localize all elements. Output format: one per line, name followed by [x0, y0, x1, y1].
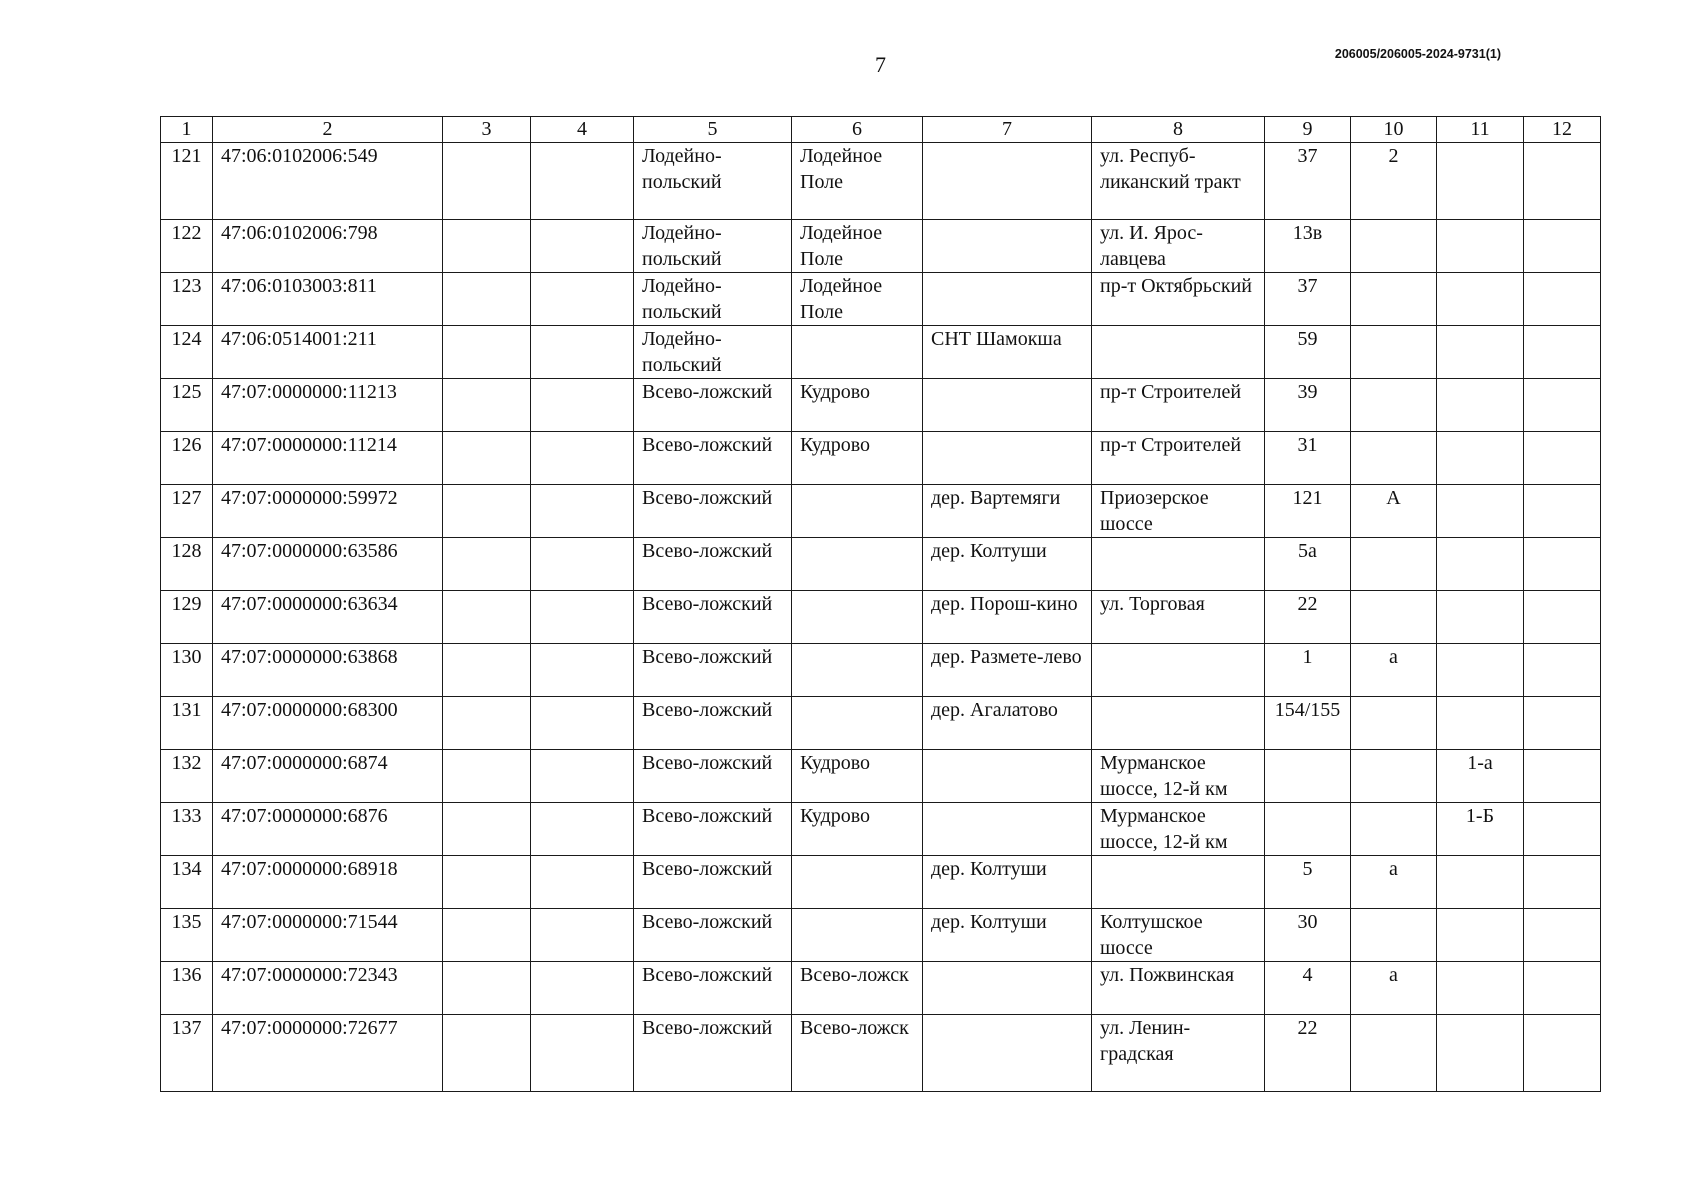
city-cell	[792, 485, 923, 538]
row-number-cell: 127	[161, 485, 213, 538]
column-header-10: 10	[1351, 117, 1437, 143]
street-cell: Мурманское шоссе, 12-й км	[1092, 750, 1265, 803]
table-row	[161, 697, 1601, 750]
house-number-cell	[1265, 750, 1351, 803]
row-number-cell: 130	[161, 644, 213, 697]
district-cell: Лодейно-польский	[634, 326, 792, 379]
cadastral-number-cell: 47:07:0000000:6876	[213, 803, 443, 856]
house-number-cell: 5	[1265, 856, 1351, 909]
city-cell	[792, 644, 923, 697]
table-row	[161, 326, 1601, 379]
city-cell: Кудрово	[792, 379, 923, 432]
building-cell	[1437, 644, 1524, 697]
street-cell	[1092, 538, 1265, 591]
building-cell	[1437, 220, 1524, 273]
cadastral-number-cell: 47:07:0000000:72343	[213, 962, 443, 1015]
column-3-cell	[443, 220, 531, 273]
column-3-cell	[443, 273, 531, 326]
house-number-cell: 59	[1265, 326, 1351, 379]
row-number-cell: 133	[161, 803, 213, 856]
column-header-2: 2	[213, 117, 443, 143]
table-row	[161, 538, 1601, 591]
street-cell: ул. Пожвинская	[1092, 962, 1265, 1015]
city-cell: Лодейное Поле	[792, 220, 923, 273]
house-number-cell: 22	[1265, 591, 1351, 644]
column-number-row	[161, 117, 1601, 143]
cadastral-number-cell: 47:07:0000000:63586	[213, 538, 443, 591]
street-cell	[1092, 697, 1265, 750]
house-number-cell: 154/155	[1265, 697, 1351, 750]
city-cell	[792, 538, 923, 591]
settlement-cell	[923, 379, 1092, 432]
column-4-cell	[531, 644, 634, 697]
cadastral-number-cell: 47:06:0103003:811	[213, 273, 443, 326]
building-cell: 1-а	[1437, 750, 1524, 803]
settlement-cell	[923, 273, 1092, 326]
column-3-cell	[443, 750, 531, 803]
row-number-cell: 132	[161, 750, 213, 803]
settlement-cell	[923, 220, 1092, 273]
column-12-cell	[1524, 1015, 1601, 1092]
city-cell	[792, 326, 923, 379]
cadastral-number-cell: 47:06:0102006:549	[213, 143, 443, 220]
cadastral-number-cell: 47:07:0000000:6874	[213, 750, 443, 803]
building-cell	[1437, 432, 1524, 485]
building-cell	[1437, 962, 1524, 1015]
letter-cell	[1351, 432, 1437, 485]
city-cell	[792, 591, 923, 644]
column-3-cell	[443, 644, 531, 697]
letter-cell	[1351, 1015, 1437, 1092]
column-3-cell	[443, 538, 531, 591]
settlement-cell: дер. Агалатово	[923, 697, 1092, 750]
column-12-cell	[1524, 273, 1601, 326]
cadastral-number-cell: 47:07:0000000:11213	[213, 379, 443, 432]
column-header-11: 11	[1437, 117, 1524, 143]
column-3-cell	[443, 379, 531, 432]
house-number-cell: 37	[1265, 143, 1351, 220]
table-row	[161, 803, 1601, 856]
column-header-6: 6	[792, 117, 923, 143]
column-4-cell	[531, 326, 634, 379]
letter-cell	[1351, 750, 1437, 803]
letter-cell: а	[1351, 962, 1437, 1015]
column-4-cell	[531, 591, 634, 644]
column-4-cell	[531, 856, 634, 909]
column-header-9: 9	[1265, 117, 1351, 143]
house-number-cell: 22	[1265, 1015, 1351, 1092]
column-12-cell	[1524, 697, 1601, 750]
row-number-cell: 123	[161, 273, 213, 326]
column-12-cell	[1524, 379, 1601, 432]
house-number-cell: 4	[1265, 962, 1351, 1015]
house-number-cell: 1	[1265, 644, 1351, 697]
cadastral-number-cell: 47:07:0000000:59972	[213, 485, 443, 538]
column-header-12: 12	[1524, 117, 1601, 143]
building-cell	[1437, 697, 1524, 750]
column-12-cell	[1524, 856, 1601, 909]
column-4-cell	[531, 538, 634, 591]
column-header-3: 3	[443, 117, 531, 143]
cadastral-number-cell: 47:07:0000000:68300	[213, 697, 443, 750]
city-cell: Кудрово	[792, 803, 923, 856]
table-row	[161, 143, 1601, 220]
district-cell: Всево-ложский	[634, 962, 792, 1015]
street-cell: ул. Респуб-ликанский тракт	[1092, 143, 1265, 220]
column-12-cell	[1524, 538, 1601, 591]
district-cell: Всево-ложский	[634, 591, 792, 644]
column-4-cell	[531, 750, 634, 803]
table-row	[161, 273, 1601, 326]
table-row	[161, 379, 1601, 432]
column-12-cell	[1524, 591, 1601, 644]
district-cell: Всево-ложский	[634, 644, 792, 697]
row-number-cell: 125	[161, 379, 213, 432]
building-cell	[1437, 273, 1524, 326]
street-cell: Мурманское шоссе, 12-й км	[1092, 803, 1265, 856]
column-3-cell	[443, 697, 531, 750]
city-cell: Всево-ложск	[792, 1015, 923, 1092]
column-4-cell	[531, 485, 634, 538]
column-4-cell	[531, 220, 634, 273]
column-12-cell	[1524, 326, 1601, 379]
column-4-cell	[531, 803, 634, 856]
table-row	[161, 644, 1601, 697]
district-cell: Всево-ложский	[634, 379, 792, 432]
street-cell: ул. Ленин-градская	[1092, 1015, 1265, 1092]
row-number-cell: 136	[161, 962, 213, 1015]
street-cell	[1092, 326, 1265, 379]
column-3-cell	[443, 856, 531, 909]
column-12-cell	[1524, 962, 1601, 1015]
street-cell: пр-т Строителей	[1092, 379, 1265, 432]
cadastral-number-cell: 47:07:0000000:71544	[213, 909, 443, 962]
letter-cell	[1351, 697, 1437, 750]
letter-cell	[1351, 273, 1437, 326]
building-cell	[1437, 1015, 1524, 1092]
column-3-cell	[443, 143, 531, 220]
letter-cell	[1351, 379, 1437, 432]
cadastral-number-cell: 47:07:0000000:63868	[213, 644, 443, 697]
row-number-cell: 121	[161, 143, 213, 220]
building-cell	[1437, 591, 1524, 644]
cadastral-number-cell: 47:07:0000000:63634	[213, 591, 443, 644]
letter-cell: а	[1351, 856, 1437, 909]
column-3-cell	[443, 326, 531, 379]
district-cell: Всево-ложский	[634, 750, 792, 803]
column-12-cell	[1524, 432, 1601, 485]
row-number-cell: 124	[161, 326, 213, 379]
settlement-cell	[923, 143, 1092, 220]
column-4-cell	[531, 143, 634, 220]
building-cell: 1-Б	[1437, 803, 1524, 856]
street-cell: ул. И. Ярос-лавцева	[1092, 220, 1265, 273]
column-3-cell	[443, 432, 531, 485]
street-cell: пр-т Строителей	[1092, 432, 1265, 485]
letter-cell: А	[1351, 485, 1437, 538]
row-number-cell: 135	[161, 909, 213, 962]
column-4-cell	[531, 379, 634, 432]
row-number-cell: 126	[161, 432, 213, 485]
letter-cell	[1351, 326, 1437, 379]
column-4-cell	[531, 909, 634, 962]
district-cell: Всево-ложский	[634, 538, 792, 591]
column-3-cell	[443, 803, 531, 856]
column-4-cell	[531, 962, 634, 1015]
column-3-cell	[443, 485, 531, 538]
building-cell	[1437, 379, 1524, 432]
table-body	[161, 143, 1601, 1092]
city-cell: Кудрово	[792, 432, 923, 485]
house-number-cell: 30	[1265, 909, 1351, 962]
house-number-cell: 31	[1265, 432, 1351, 485]
letter-cell: а	[1351, 644, 1437, 697]
district-cell: Всево-ложский	[634, 1015, 792, 1092]
settlement-cell: дер. Колтуши	[923, 856, 1092, 909]
settlement-cell: дер. Вартемяги	[923, 485, 1092, 538]
letter-cell: 2	[1351, 143, 1437, 220]
house-number-cell	[1265, 803, 1351, 856]
letter-cell	[1351, 909, 1437, 962]
cadastral-number-cell: 47:07:0000000:11214	[213, 432, 443, 485]
column-4-cell	[531, 697, 634, 750]
column-3-cell	[443, 962, 531, 1015]
page-number: 7	[875, 52, 886, 77]
district-cell: Всево-ложский	[634, 856, 792, 909]
settlement-cell: дер. Колтуши	[923, 909, 1092, 962]
cadastral-number-cell: 47:07:0000000:72677	[213, 1015, 443, 1092]
house-number-cell: 39	[1265, 379, 1351, 432]
city-cell: Кудрово	[792, 750, 923, 803]
table-row	[161, 962, 1601, 1015]
cadastral-number-cell: 47:07:0000000:68918	[213, 856, 443, 909]
district-cell: Всево-ложский	[634, 697, 792, 750]
column-header-4: 4	[531, 117, 634, 143]
city-cell	[792, 909, 923, 962]
table-header	[161, 117, 1601, 143]
city-cell: Лодейное Поле	[792, 273, 923, 326]
table-row	[161, 856, 1601, 909]
column-header-7: 7	[923, 117, 1092, 143]
table-row	[161, 432, 1601, 485]
street-cell	[1092, 644, 1265, 697]
column-12-cell	[1524, 485, 1601, 538]
letter-cell	[1351, 803, 1437, 856]
column-4-cell	[531, 432, 634, 485]
table-row	[161, 909, 1601, 962]
building-cell	[1437, 538, 1524, 591]
street-cell: Колтушское шоссе	[1092, 909, 1265, 962]
column-3-cell	[443, 591, 531, 644]
street-cell: пр-т Октябрьский	[1092, 273, 1265, 326]
settlement-cell: дер. Размете-лево	[923, 644, 1092, 697]
district-cell: Всево-ложский	[634, 803, 792, 856]
settlement-cell	[923, 1015, 1092, 1092]
district-cell: Лодейно-польский	[634, 273, 792, 326]
district-cell: Лодейно-польский	[634, 143, 792, 220]
district-cell: Всево-ложский	[634, 432, 792, 485]
table-row	[161, 750, 1601, 803]
cadastral-number-cell: 47:06:0514001:211	[213, 326, 443, 379]
document-reference: 206005/206005-2024-9731(1)	[1334, 47, 1501, 61]
column-12-cell	[1524, 803, 1601, 856]
table-row	[161, 1015, 1601, 1092]
street-cell: ул. Торговая	[1092, 591, 1265, 644]
settlement-cell	[923, 962, 1092, 1015]
letter-cell	[1351, 591, 1437, 644]
row-number-cell: 122	[161, 220, 213, 273]
house-number-cell: 121	[1265, 485, 1351, 538]
table-row	[161, 485, 1601, 538]
building-cell	[1437, 485, 1524, 538]
building-cell	[1437, 909, 1524, 962]
house-number-cell: 5а	[1265, 538, 1351, 591]
settlement-cell: СНТ Шамокша	[923, 326, 1092, 379]
house-number-cell: 37	[1265, 273, 1351, 326]
column-3-cell	[443, 909, 531, 962]
settlement-cell: дер. Порош-кино	[923, 591, 1092, 644]
column-12-cell	[1524, 220, 1601, 273]
row-number-cell: 129	[161, 591, 213, 644]
row-number-cell: 131	[161, 697, 213, 750]
column-4-cell	[531, 273, 634, 326]
settlement-cell: дер. Колтуши	[923, 538, 1092, 591]
settlement-cell	[923, 803, 1092, 856]
column-header-1: 1	[161, 117, 213, 143]
building-cell	[1437, 143, 1524, 220]
table-row	[161, 591, 1601, 644]
column-12-cell	[1524, 143, 1601, 220]
cadastral-number-cell: 47:06:0102006:798	[213, 220, 443, 273]
column-3-cell	[443, 1015, 531, 1092]
row-number-cell: 137	[161, 1015, 213, 1092]
column-4-cell	[531, 1015, 634, 1092]
city-cell: Лодейное Поле	[792, 143, 923, 220]
house-number-cell: 13в	[1265, 220, 1351, 273]
district-cell: Всево-ложский	[634, 909, 792, 962]
district-cell: Лодейно-польский	[634, 220, 792, 273]
column-header-8: 8	[1092, 117, 1265, 143]
street-cell	[1092, 856, 1265, 909]
city-cell	[792, 856, 923, 909]
building-cell	[1437, 326, 1524, 379]
table-row	[161, 220, 1601, 273]
district-cell: Всево-ложский	[634, 485, 792, 538]
city-cell: Всево-ложск	[792, 962, 923, 1015]
column-12-cell	[1524, 750, 1601, 803]
building-cell	[1437, 856, 1524, 909]
column-12-cell	[1524, 909, 1601, 962]
column-12-cell	[1524, 644, 1601, 697]
letter-cell	[1351, 538, 1437, 591]
row-number-cell: 134	[161, 856, 213, 909]
letter-cell	[1351, 220, 1437, 273]
settlement-cell	[923, 432, 1092, 485]
row-number-cell: 128	[161, 538, 213, 591]
settlement-cell	[923, 750, 1092, 803]
city-cell	[792, 697, 923, 750]
street-cell: Приозерское шоссе	[1092, 485, 1265, 538]
registry-table	[160, 116, 1601, 1092]
column-header-5: 5	[634, 117, 792, 143]
